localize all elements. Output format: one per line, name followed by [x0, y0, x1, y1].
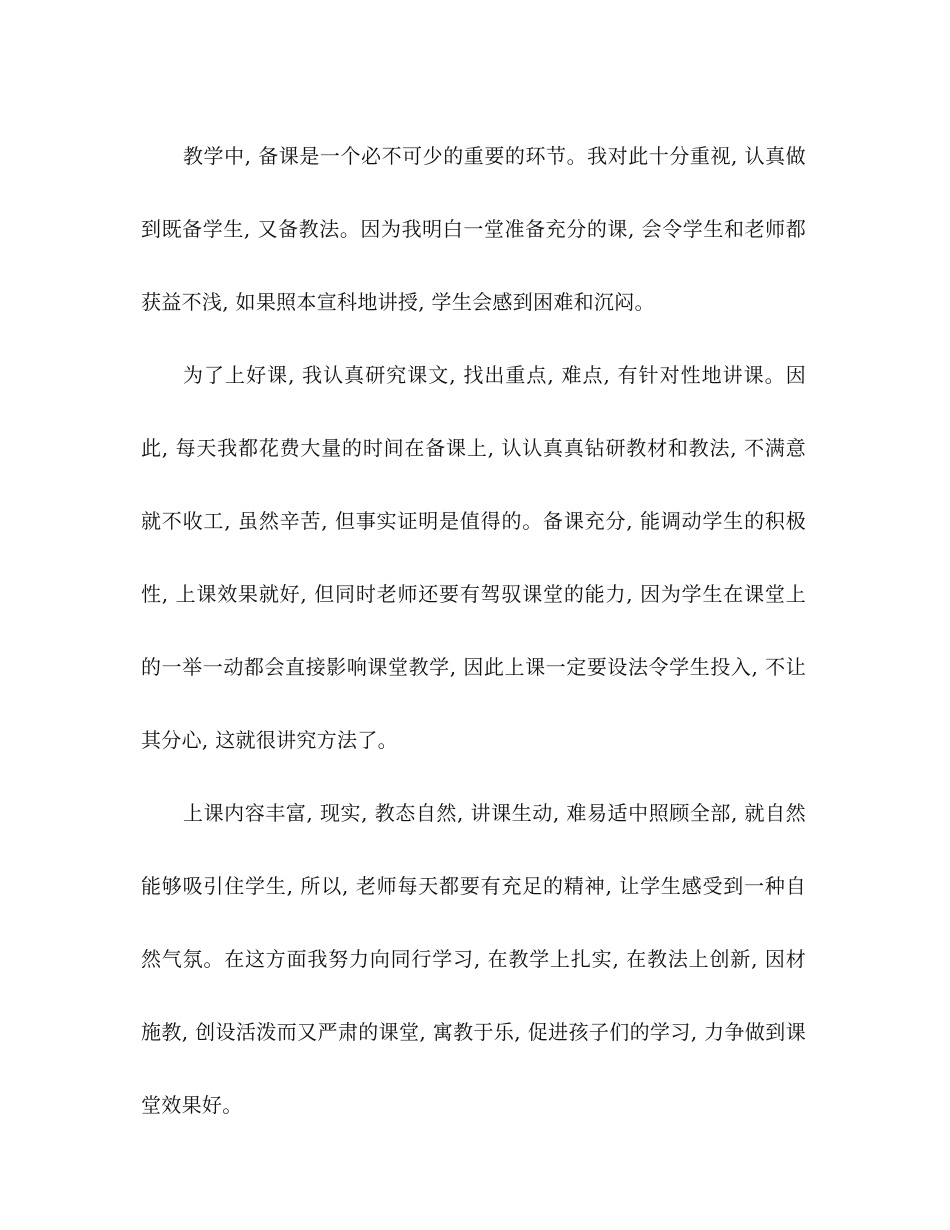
paragraph-teaching-content: 上课内容丰富, 现实, 教态自然, 讲课生动, 难易适中照顾全部, 就自然能够吸引住学生, 所以, 老师每天都要有充足的精神, 让学生感受到一种自然气氛。在这方面我努力向同行学习, 在教学上扎实, 在教法上创新, 因材施教, 创设活泼而又严肃的课堂, 寓教于乐, 促进孩子们的学习, 力争做到课堂效果好。	[141, 801, 806, 1117]
paragraph-classroom-method: 为了上好课, 我认真研究课文, 找出重点, 难点, 有针对性地讲课。因此, 每天我都花费大量的时间在备课上, 认认真真钻研教材和教法, 不满意就不收工, 虽然辛苦, 但事实证明是值得的。备课充分, 能调动学生的积极性, 上课效果就好, 但同时老师还要有驾驭课堂的能力, 因为学生在课堂上的一举一动都会直接影响课堂教学, 因此上课一定要设法令学生投入, 不让其分心, 这就很讲究方法了。	[141, 363, 806, 752]
document-body	[141, 120, 806, 1142]
paragraph-lesson-preparation: 教学中, 备课是一个必不可少的重要的环节。我对此十分重视, 认真做到既备学生, 又备教法。因为我明白一堂准备充分的课, 会令学生和老师都获益不浅, 如果照本宣科地讲授, 学生会感到困难和沉闷。	[141, 144, 806, 314]
